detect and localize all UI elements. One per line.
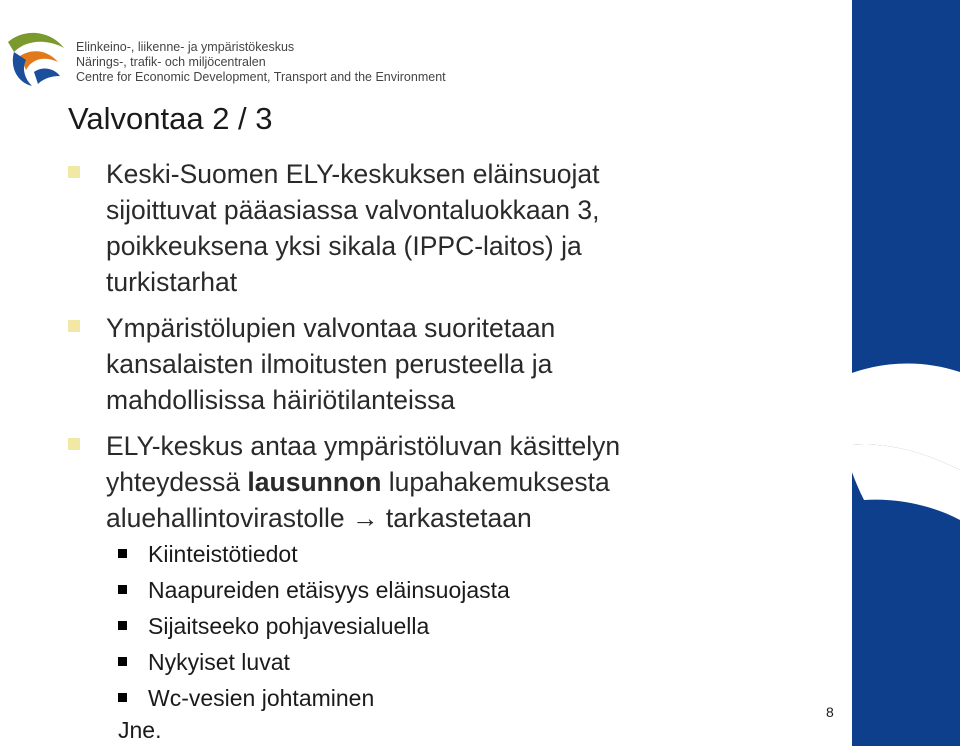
org-name-english: Centre for Economic Development, Transport and the Environment bbox=[76, 70, 446, 84]
sub-bullet-item: Kiinteistötiedot bbox=[118, 536, 510, 572]
square-bullet-icon bbox=[118, 585, 127, 594]
square-bullet-icon bbox=[118, 657, 127, 666]
slide-title: Valvontaa 2 / 3 bbox=[68, 101, 273, 136]
bullet-item: Keski-Suomen ELY-keskuksen eläinsuojat sijoittuvat pääasiassa valvontaluokkaan 3, poikkeuksena yksi sikala (IPPC-laitos) ja turkistarhat bbox=[68, 156, 768, 300]
square-bullet-icon bbox=[118, 693, 127, 702]
page-number: 8 bbox=[826, 704, 834, 720]
square-bullet-icon bbox=[68, 438, 80, 450]
ely-logo-icon bbox=[6, 26, 68, 88]
square-bullet-icon bbox=[68, 320, 80, 332]
sub-bullet-item: Nykyiset luvat bbox=[118, 644, 510, 680]
square-bullet-icon bbox=[118, 621, 127, 630]
emphasized-word: lausunnon bbox=[247, 467, 382, 497]
bullet-item: ELY-keskus antaa ympäristöluvan käsittelyn yhteydessä lausunnon lupahakemuksesta aluehallintovirastolle → tarkastetaan bbox=[68, 428, 768, 536]
org-name-swedish: Närings-, trafik- och miljöcentralen bbox=[76, 55, 266, 69]
sub-bullet-item: Naapureiden etäisyys eläinsuojasta bbox=[118, 572, 510, 608]
bullet-item: Ympäristölupien valvontaa suoritetaan kansalaisten ilmoitusten perusteella ja mahdollisissa häiriötilanteissa bbox=[68, 310, 768, 418]
sub-bullet-item: Wc-vesien johtaminen bbox=[118, 680, 510, 716]
square-bullet-icon bbox=[118, 549, 127, 558]
decorative-blue-band bbox=[844, 0, 960, 746]
organization-name bbox=[76, 40, 446, 85]
sub-bullet-item: Sijaitseeko pohjavesialuella bbox=[118, 608, 510, 644]
bullet-list bbox=[68, 156, 768, 546]
trailing-text: Jne. bbox=[118, 717, 162, 743]
org-name-finnish: Elinkeino-, liikenne- ja ympäristökeskus bbox=[76, 40, 295, 54]
square-bullet-icon bbox=[68, 166, 80, 178]
sub-bullet-list bbox=[118, 536, 510, 716]
